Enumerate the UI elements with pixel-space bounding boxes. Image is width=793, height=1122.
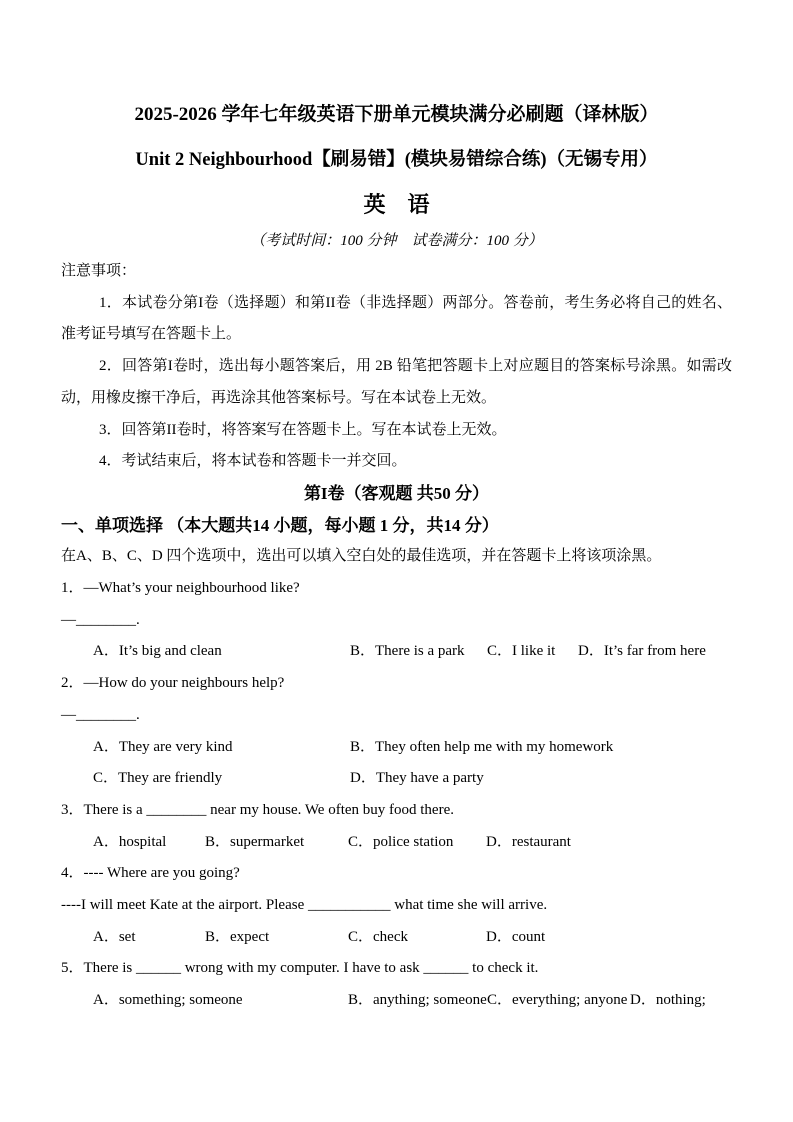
notice-label: 注意事项： [61,263,137,279]
notice-item-4: 4．考试结束后，将本试卷和答题卡一并交回。 [99,453,407,470]
exam-time-score-info: （考试时间：100 分钟 试卷满分：100 分） [250,233,543,249]
question-3-option-b: B．supermarket [205,833,305,850]
question-1-option-c: C．I like it [487,643,556,660]
question-1-option-b: B．There is a park [350,643,465,660]
question-4-options [61,922,732,954]
question-5-option-d: D．nothing; [630,992,706,1009]
notice-item-2: 2．回答第I卷时，选出每小题答案后，用 2B 铅笔把答题卡上对应题目的答案标号涂黑。如需改动，用橡皮擦干净后，再选涂其他答案标号。写在本试卷上无效。 [61,358,732,406]
question-4-stem: 4．---- Where are you going? [61,865,240,882]
question-2 [61,668,732,795]
question-5-stem: 5．There is ______ wrong with my computer. I have to ask ______ to check it. [61,960,539,977]
notice-item-1: 1．本试卷分第I卷（选择题）和第II卷（非选择题）两部分。答卷前，考生务必将自己的姓名、准考证号填写在答题卡上。 [61,294,732,343]
question-4-option-a: A．set [93,928,136,945]
question-1-options [61,636,732,668]
question-5-option-b: B．anything; someone [348,992,487,1009]
question-1-option-a: A．It’s big and clean [93,643,222,660]
question-2-stem: 2．—How do your neighbours help? [61,675,285,692]
question-5-options [61,985,732,1017]
paper-title: 2025-2026 学年七年级英语下册单元模块满分必刷题（译林版） [134,104,659,125]
question-2-option-a: A．They are very kind [93,738,233,755]
question-4-option-b: B．expect [205,928,270,945]
question-3-option-c: C．police station [348,833,454,850]
question-4 [61,858,732,953]
question-2-options-row-2 [61,763,732,795]
part1-heading: 第I卷（客观题 共50 分） [303,483,490,503]
subject-title: 英 语 [363,192,430,217]
document-body [61,256,732,1017]
question-2-options-row-1 [61,732,732,764]
question-5-option-a: A．something; someone [93,992,243,1009]
question-3-option-d: D．restaurant [486,833,571,850]
section1-instruction: 在A、B、C、D 四个选项中，选出可以填入空白处的最佳选项，并在答题卡上将该项涂黑。 [61,548,662,565]
question-2-option-b: B．They often help me with my homework [350,738,614,755]
question-4-option-d: D．count [486,928,546,945]
question-3-options [61,827,732,859]
question-2-option-d: D．They have a party [350,770,484,787]
paper-subtitle: Unit 2 Neighbourhood【刷易错】(模块易错综合练)（无锡专用） [135,150,658,170]
question-1-answer-line: —________. [61,611,140,628]
question-1-stem: 1．—What’s your neighbourhood like? [61,580,300,597]
question-2-answer-line: —________. [61,706,140,723]
question-3-option-a: A．hospital [93,833,167,850]
question-4-option-c: C．check [348,928,408,945]
question-3 [61,795,732,858]
question-5-option-c: C．everything; anyone [487,992,628,1009]
question-1-option-d: D．It’s far from here [578,643,706,660]
question-4-answer-line: ----I will meet Kate at the airport. Please ___________ what time she will arrive. [61,897,548,914]
question-3-stem: 3．There is a ________ near my house. We often buy food there. [61,801,454,818]
section1-heading: 一、单项选择 （本大题共14 小题，每小题 1 分，共14 分） [61,515,499,535]
question-5 [61,953,732,1016]
question-2-option-c: C．They are friendly [93,770,223,787]
notice-item-3: 3．回答第II卷时，将答案写在答题卡上。写在本试卷上无效。 [99,421,507,438]
question-1 [61,573,732,668]
